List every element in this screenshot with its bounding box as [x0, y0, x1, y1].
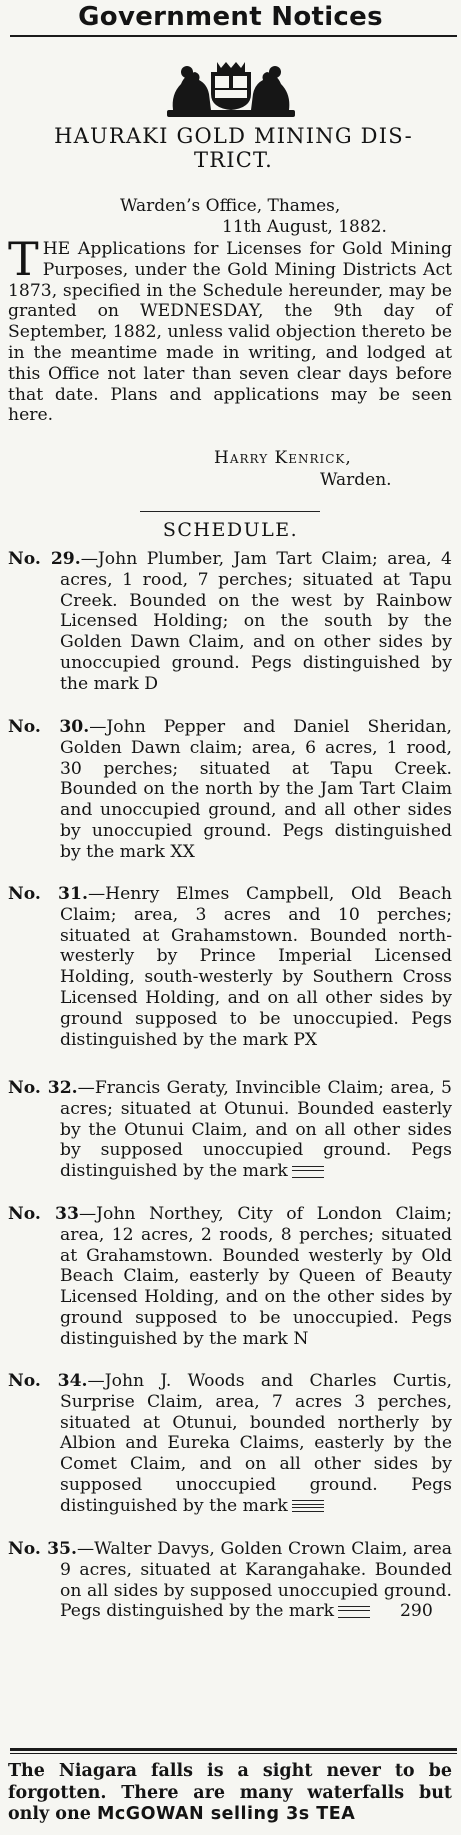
schedule-heading: SCHEDULE.	[162, 519, 299, 541]
notice-text: HE Applications for Licenses for Gold Mining Purposes, under the Gold Mining Districts Act 1873, specified in the Schedule hereunder, may be granted on WEDNESDAY, the 9th day of September, 1882, unless valid objection thereto be in the meantime made in writing, and lodged at this Office not later than seven clear days before that date. Plans and applications may be seen here.	[8, 239, 452, 426]
signature-title: Warden.	[320, 470, 392, 490]
entry-text: —Walter Davys, Golden Crown Claim, area 9 acres, situated at Karangahake. Bounded on all sides by supposed unoccupied ground. Pegs distinguished by the mark	[60, 1539, 452, 1622]
drop-cap: T	[8, 232, 39, 286]
entry-number: No. 29.	[8, 549, 81, 569]
schedule-entry: No. 35.—Walter Davys, Golden Crown Claim, area 9 acres, situated at Karangahake. Bounded on all sides by supposed unoccupied ground. Pegs distinguished by the mark 290	[8, 1539, 452, 1622]
peg-mark-symbol	[292, 1500, 324, 1512]
schedule-entry	[8, 1204, 452, 1350]
entry-number: No. 34.	[8, 1371, 88, 1391]
schedule-entry	[8, 884, 452, 1050]
peg-mark-symbol	[338, 1606, 370, 1618]
entry-number: No. 31.	[8, 884, 88, 904]
divider	[140, 511, 320, 512]
schedule-entry	[8, 1078, 452, 1182]
headline	[10, 124, 457, 172]
entry-text: —Henry Elmes Campbell, Old Beach Claim; area, 3 acres and 10 perches; situated at Grahamstown. Bounded north-westerly by Prince Imperial Licensed Holding, south-westerly by Southern Cross Licensed Holding, and on all other sides by ground supposed to be unoccupied. Pegs distinguished by the mark PX	[60, 884, 452, 1050]
entry-number: No. 33	[8, 1204, 79, 1224]
peg-mark-symbol	[292, 1166, 324, 1178]
notice-paragraph	[8, 232, 452, 426]
top-rule	[10, 35, 457, 37]
dateline-office: Warden’s Office, Thames,	[120, 196, 341, 216]
headline-line-2: TRICT.	[194, 148, 273, 172]
entry-text: —John Pepper and Daniel Sheridan, Golden Dawn claim; area, 6 acres, 1 rood, 30 perches; situated at Tapu Creek. Bounded on the north by the Jam Tart Claim and unoccupied ground, and all other sides by unoccupied ground. Pegs distinguished by the mark XX	[60, 717, 452, 862]
signature-name: Harry Kenrick,	[214, 448, 352, 468]
entry-number: No. 35.	[8, 1539, 77, 1559]
advertisement	[8, 1761, 452, 1826]
schedule-entry	[8, 717, 452, 863]
entry-number: No. 32.	[8, 1078, 78, 1098]
dateline-date: 11th August, 1882.	[222, 217, 387, 237]
entry-text: —John J. Woods and Charles Curtis, Surprise Claim, area, 7 acres 3 perches, situated at Otunui, bounded northerly by Albion and Eureka Claims, easterly by the Comet Claim, and on all other sides by supposed unoccupied ground. Pegs distinguished by the mark	[60, 1371, 452, 1516]
ad-brand: McGOWAN selling 3s TEA	[96, 1804, 356, 1824]
ad-text: The Niagara falls is a sight never to be forgotten. There are many waterfalls but only one	[8, 1761, 452, 1824]
bottom-rule-thick	[10, 1748, 457, 1751]
entry-text: —Francis Geraty, Invincible Claim; area, 5 acres; situated at Otunui. Bounded easterly by the Otunui Claim, and on all other sides by supposed unoccupied ground. Pegs distinguished by the mark	[60, 1078, 452, 1182]
bottom-rule-thin	[10, 1753, 457, 1754]
entry-number: No. 30.	[8, 717, 90, 737]
entry-text: —John Northey, City of London Claim; area, 12 acres, 2 roods, 8 perches; situated at Grahamstown. Bounded westerly by Old Beach Claim, easterly by Queen of Beauty Licensed Holding, and on the other sides by ground supposed to be unoccupied. Pegs distinguished by the mark N	[60, 1204, 452, 1349]
schedule-entry	[8, 1371, 452, 1517]
schedule-entry	[8, 549, 452, 695]
headline-line-1: HAURAKI GOLD MINING DIS-	[54, 124, 413, 148]
coat-of-arms-icon	[163, 58, 299, 120]
entry-text: —John Plumber, Jam Tart Claim; area, 4 acres, 1 rood, 7 perches; situated at Tapu Creek. Bounded on the west by Rainbow Licensed Holding; on the south by the Golden Dawn Claim, and on other sides by unoccupied ground. Pegs distinguished by the mark D	[60, 549, 452, 694]
section-title: Government Notices	[78, 2, 383, 32]
